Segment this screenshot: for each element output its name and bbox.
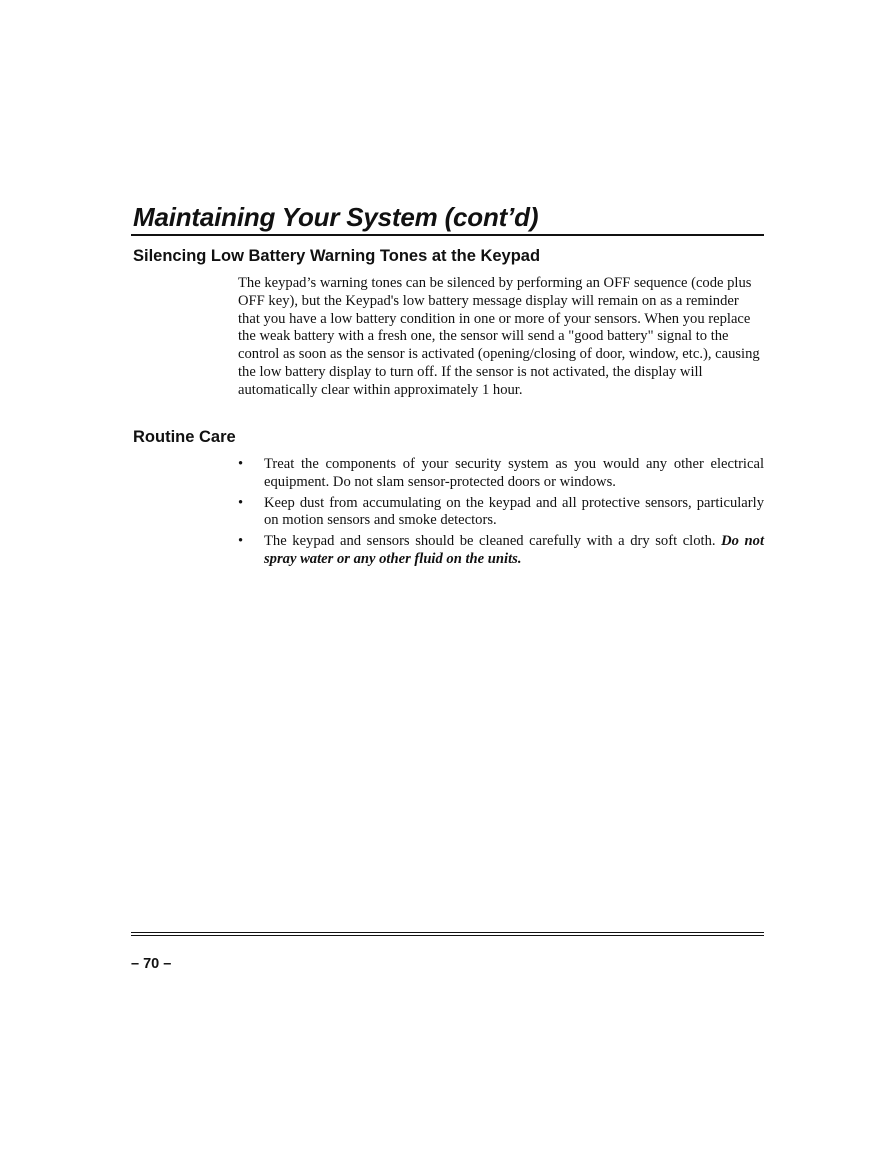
- list-item-text: Keep dust from accumulating on the keypad and all protective sensors, particularly on motion sensors and smoke detectors.: [264, 494, 764, 529]
- routine-care-list: [238, 456, 764, 572]
- title-rule: [131, 234, 764, 236]
- list-item-text: The keypad and sensors should be cleaned carefully with a dry soft cloth.: [264, 533, 716, 550]
- bullet-icon: •: [238, 533, 244, 550]
- bullet-icon: •: [238, 494, 244, 511]
- list-item: [238, 495, 764, 531]
- warning-emphasis: Do not spray water or any other fluid on the units.: [264, 533, 765, 567]
- list-item-text: Treat the components of your security system as you would any other electrical equipment. Do not slam sensor-protected doors or windows.: [264, 456, 764, 490]
- page-title: Maintaining Your System (cont’d): [133, 202, 539, 232]
- footer-rule-secondary: [131, 935, 764, 936]
- section-heading-routine-care: Routine Care: [133, 428, 236, 446]
- page-number: – 70 –: [131, 956, 172, 972]
- list-item: [238, 533, 764, 569]
- bullet-icon: •: [238, 456, 244, 472]
- list-item: [238, 456, 764, 492]
- section-heading-low-battery: Silencing Low Battery Warning Tones at the Keypad: [133, 247, 541, 265]
- footer-rule: [131, 932, 764, 933]
- low-battery-paragraph: The keypad’s warning tones can be silenced by performing an OFF sequence (code plus OFF key), but the Keypad's low battery message display will remain on as a reminder that you have a low battery condition in one or more of your sensors. When you replace the weak battery with a fresh one, the sensor will send a "good battery" signal to the control as soon as the sensor is activated (opening/closing of door, window, etc.), causing the low battery display to turn off. If the sensor is not activated, the display will automatically clear within approximately 1 hour.: [238, 275, 760, 398]
